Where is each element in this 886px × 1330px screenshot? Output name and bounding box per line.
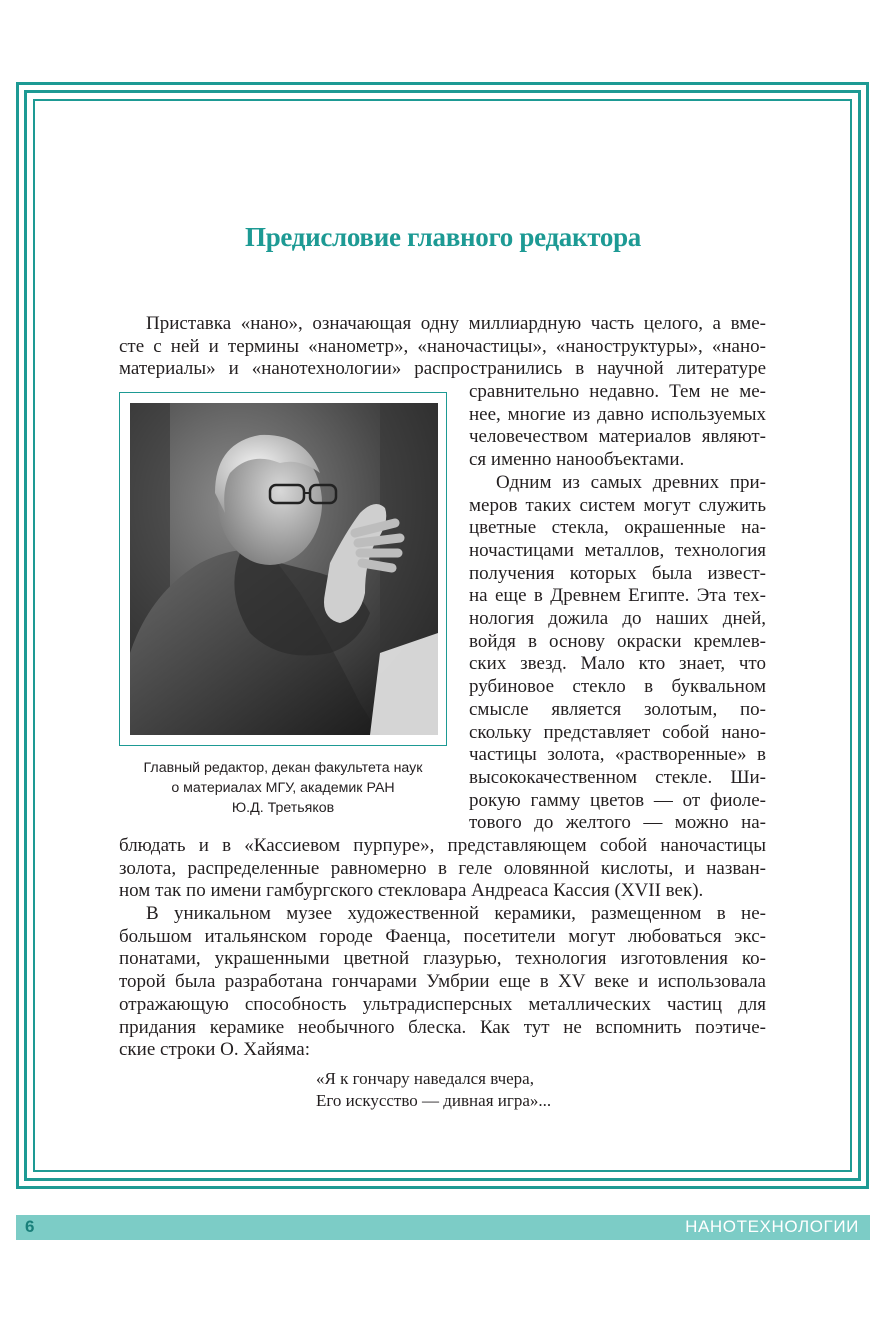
portrait-frame	[119, 392, 447, 746]
portrait-illustration	[130, 403, 438, 735]
text-line: большом итальянском городе Фаенца, посетители могут любоваться экс-	[119, 925, 766, 947]
running-title: НАНОТЕХНОЛОГИИ	[685, 1217, 859, 1236]
text-line: высококачественном стекле. Ши-	[469, 766, 766, 788]
text-line: придания керамике необычного блеска. Как тут не вспомнить поэтиче-	[119, 1016, 766, 1038]
text-line: нее, многие из давно используемых	[469, 403, 766, 425]
continuation-paragraph	[119, 835, 766, 903]
poem-line: «Я к гончару наведался вчера,	[316, 1069, 534, 1088]
text-line: смысле является золотым, по-	[469, 698, 766, 720]
text-line: тового до желтого — можно на-	[469, 812, 766, 834]
poem-quote	[316, 1068, 551, 1112]
text-line: получения которых была извест-	[469, 562, 766, 584]
text-line: отражающую способность ультрадисперсных металлических частиц для	[119, 993, 766, 1015]
text-line: цветные стекла, окрашенные на-	[469, 517, 766, 539]
text-line: В уникальном музее художественной керамики, размещенном в не-	[146, 903, 766, 924]
intro-paragraph	[119, 313, 766, 381]
text-line: частицы золота, «растворенные» в	[469, 744, 766, 766]
text-line: рубиновое стекло в буквальном	[469, 676, 766, 698]
text-line: ские строки О. Хайяма:	[119, 1039, 311, 1061]
photo-caption	[110, 758, 456, 818]
text-line: Одним из самых древних при-	[496, 471, 766, 493]
text-line: понатами, украшенными цветной глазурью, технология изготовления ко-	[119, 948, 766, 970]
text-line: сравнительно недавно. Тем не ме-	[469, 381, 766, 402]
text-line: торой была разработана гончарами Умбрии еще в XV веке и использовала	[119, 971, 766, 993]
poem-line: Его искусство — дивная игра»...	[316, 1091, 552, 1110]
text-line: человечеством материалов являют-	[469, 426, 766, 448]
page-number: 6	[25, 1217, 35, 1236]
text-line: материалы» и «нанотехнологии» распространились в научной литературе	[119, 358, 766, 380]
text-line: на еще в Древнем Египте. Эта тех-	[469, 585, 766, 607]
page-footer	[16, 1215, 870, 1240]
text-line: войдя в основу окраски кремлев-	[469, 630, 766, 652]
text-line: золота, распределенные равномерно в геле оловянной кислоты, и назван-	[119, 857, 766, 879]
caption-line: о материалах МГУ, академик РАН	[171, 780, 395, 796]
text-line: ном так по имени гамбургского стекловара Андреаса Кассия (XVII век).	[119, 880, 704, 902]
text-line: меров таких систем могут служить	[469, 494, 766, 516]
text-line: ских звезд. Мало кто знает, что	[469, 653, 766, 675]
side-column-text	[469, 381, 766, 835]
text-line: сте с ней и термины «нанометр», «наночастицы», «наноструктуры», «нано-	[119, 335, 766, 357]
text-line: скольку представляет собой нано-	[469, 721, 766, 743]
text-line: Приставка «нано», означающая одну миллиардную часть целого, а вме-	[146, 313, 766, 334]
portrait-photo	[130, 403, 438, 735]
page-title: Предисловие главного редактора	[245, 222, 641, 252]
caption-line: Ю.Д. Третьяков	[231, 800, 335, 816]
text-line: рокую гамму цветов — от фиоле-	[469, 789, 766, 811]
text-line: нология дожила до наших дней,	[469, 608, 766, 630]
text-line: блюдать и в «Кассиевом пурпуре», представляющем собой наночастицы	[119, 835, 766, 856]
faenza-paragraph	[119, 903, 766, 1062]
text-line: ночастицами металлов, технология	[469, 539, 766, 561]
caption-line: Главный редактор, декан факультета наук	[143, 760, 423, 776]
text-line: ся именно нанообъектами.	[469, 449, 685, 471]
